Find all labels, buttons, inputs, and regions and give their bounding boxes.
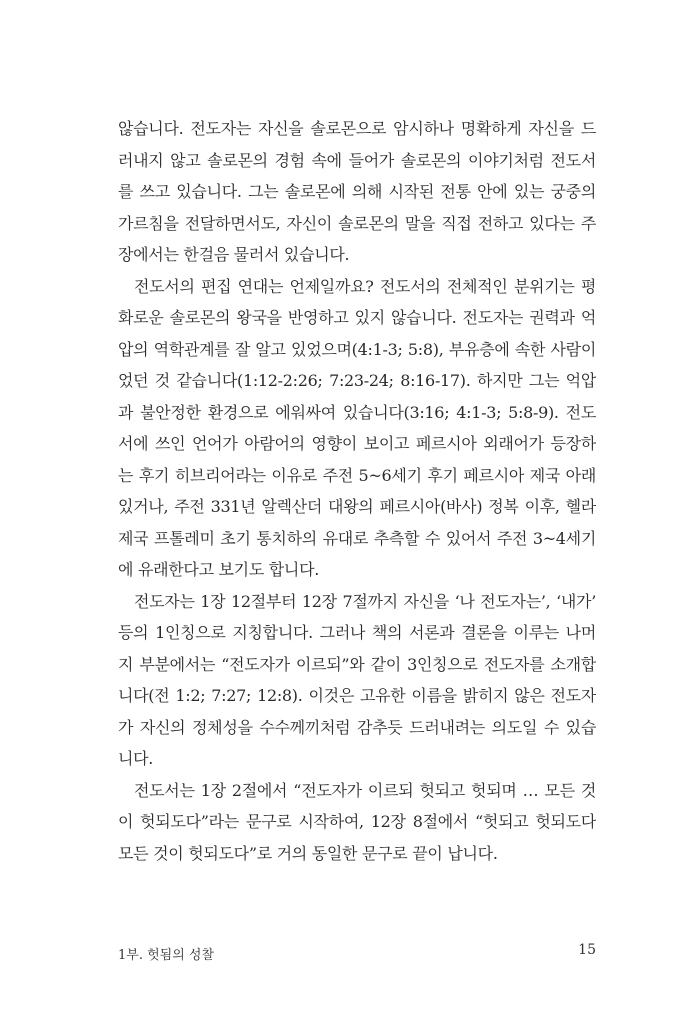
text-line: 지 부분에서는 “전도자가 이르되”와 같이 3인칭으로 전도자를 소개합: [118, 654, 596, 674]
text-line: 니다(전 1:2; 7:27; 12:8). 이것은 고유한 이름을 밝히지 않은 전도자: [118, 686, 596, 705]
text-line: 에 유래한다고 보기도 합니다.: [118, 560, 320, 579]
paragraph: [118, 586, 596, 775]
body-text: [118, 113, 596, 869]
text-line: 있거나, 주전 331년 알렉산더 대왕의 페르시아(바사) 정복 이후, 헬라: [118, 497, 596, 516]
paragraph: [118, 113, 596, 271]
text-line: 장에서는 한걸음 물러서 있습니다.: [118, 245, 350, 264]
text-line: 전도서의 편집 연대는 언제일까요? 전도서의 전체적인 분위기는 평: [134, 276, 596, 296]
text-line: 전도자는 1장 12절부터 12장 7절까지 자신을 ‘나 전도자는’, ‘내가’: [134, 591, 596, 611]
text-line: 가르침을 전달하면서도, 자신이 솔로몬의 말을 직접 전하고 있다는 주: [118, 213, 596, 233]
page-number: 15: [578, 942, 596, 958]
text-line: 를 쓰고 있습니다. 그는 솔로몬에 의해 시작된 전통 안에 있는 궁중의: [118, 182, 596, 201]
text-line: 압의 역학관계를 잘 알고 있었으며(4:1-3; 5:8), 부유층에 속한 사람이: [118, 339, 596, 359]
text-line: 화로운 솔로몬의 왕국을 반영하고 있지 않습니다. 전도자는 권력과 억: [118, 308, 596, 327]
text-line: 않습니다. 전도자는 자신을 솔로몬으로 암시하나 명확하게 자신을 드: [118, 119, 596, 138]
text-line: 는 후기 히브리어라는 이유로 주전 5~6세기 후기 페르시아 제국 아래: [118, 465, 596, 485]
text-line: 었던 것 같습니다(1:12-2:26; 7:23-24; 8:16-17). 하지만 그는 억압: [118, 371, 596, 390]
text-line: 등의 1인칭으로 지칭합니다. 그러나 책의 서론과 결론을 이루는 나머: [118, 623, 596, 642]
paragraph: [118, 775, 596, 870]
text-line: 가 자신의 정체성을 수수께끼처럼 감추듯 드러내려는 의도일 수 있습: [118, 717, 596, 737]
text-line: 니다.: [118, 749, 154, 768]
text-line: 이 헛되도다”라는 문구로 시작하여, 12장 8절에서 “헛되고 헛되도다: [118, 812, 596, 831]
text-line: 과 불안정한 환경으로 에워싸여 있습니다(3:16; 4:1-3; 5:8-9). 전도: [118, 402, 596, 422]
paragraph: [118, 271, 596, 586]
text-line: 서에 쓰인 언어가 아람어의 영향이 보이고 페르시아 외래어가 등장하: [118, 434, 596, 453]
text-line: 제국 프톨레미 초기 통치하의 유대로 추측할 수 있어서 주전 3~4세기: [118, 528, 596, 548]
text-line: 모든 것이 헛되도다”로 거의 동일한 문구로 끝이 납니다.: [118, 843, 498, 863]
text-line: 전도서는 1장 2절에서 “전도자가 이르되 헛되고 헛되며 … 모든 것: [134, 780, 596, 800]
text-line: 러내지 않고 솔로몬의 경험 속에 들어가 솔로몬의 이야기처럼 전도서: [118, 150, 596, 170]
running-footer-section: 1부. 헛됨의 성찰: [118, 948, 215, 963]
